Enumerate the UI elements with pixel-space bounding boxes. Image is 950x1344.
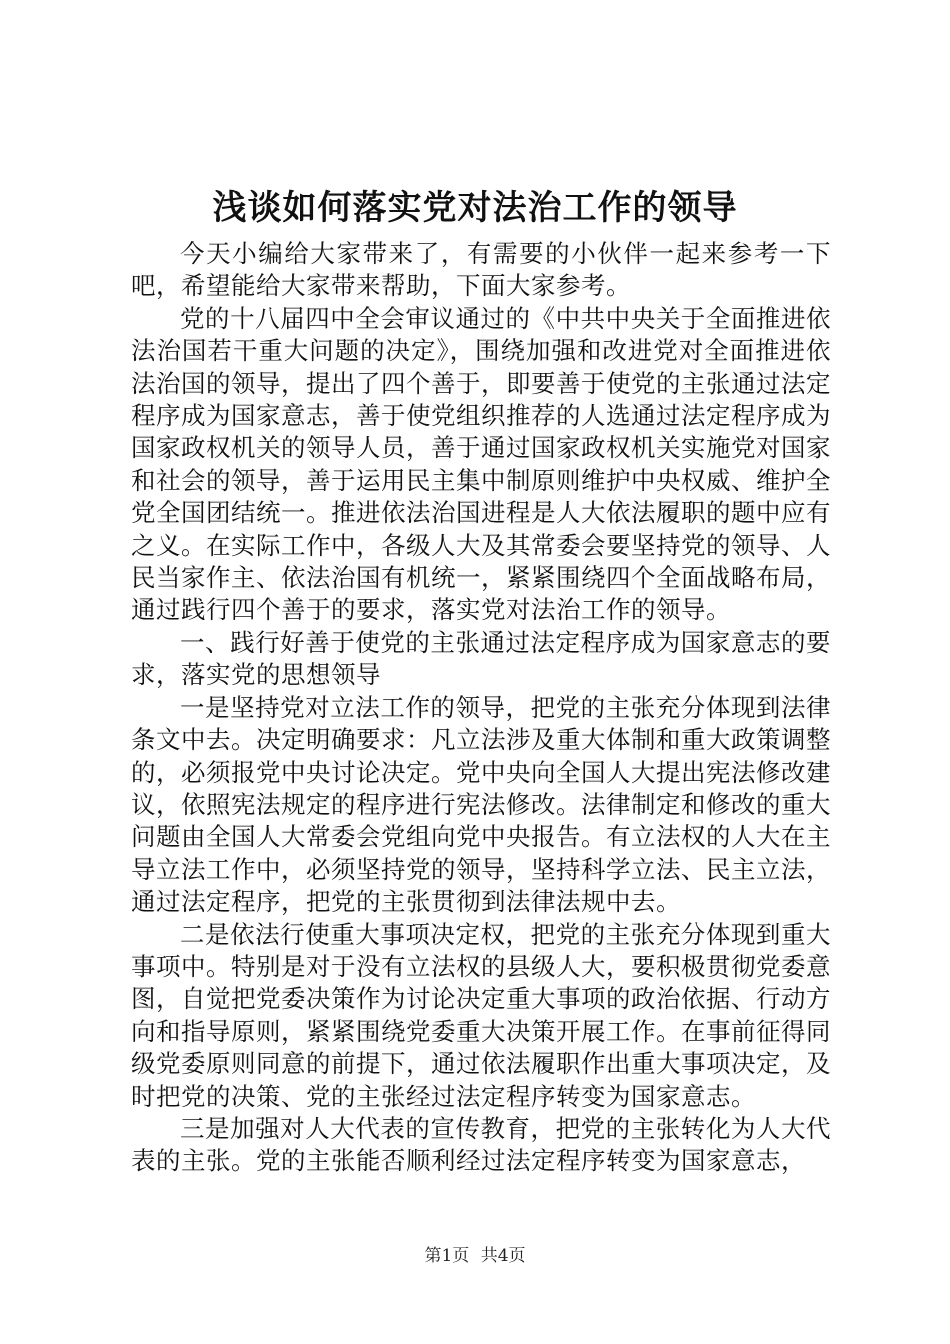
paragraph-point-2: 二是依法行使重大事项决定权，把党的主张充分体现到重大事项中。特别是对于没有立法权的县级人大，要积极贯彻党委意图，自觉把党委决策作为讨论决定重大事项的政治依据、行动方向和指导原则，紧紧围绕党委重大决策开展工作。在事前征得同级党委原则同意的前提下，通过依法履职作出重大事项决定，及时把党的决策、党的主张经过法定程序转变为国家意志。 bbox=[131, 919, 831, 1111]
page-total: 共4页 bbox=[480, 1246, 526, 1266]
paragraph-background: 党的十八届四中全会审议通过的《中共中央关于全面推进依法治国若干重大问题的决定》，围绕加强和改进党对全面推进依法治国的领导，提出了四个善于，即要善于使党的主张通过法定程序成为国家意志，善于使党组织推荐的人选通过法定程序成为国家政权机关的领导人员，善于通过国家政权机关实施党对国家和社会的领导，善于运用民主集中制原则维护中央权威、维护全党全国团结统一。推进依法治国进程是人大依法履职的题中应有之义。在实际工作中，各级人大及其常委会要坚持党的领导、人民当家作主、依法治国有机统一，紧紧围绕四个全面战略布局，通过践行四个善于的要求，落实党对法治工作的领导。 bbox=[131, 303, 831, 625]
document-title: 浅谈如何落实党对法治工作的领导 bbox=[212, 188, 738, 228]
paragraph-point-3: 三是加强对人大代表的宣传教育，把党的主张转化为人大代表的主张。党的主张能否顺利经过法定程序转变为国家意志， bbox=[131, 1113, 831, 1176]
paragraph-point-1: 一是坚持党对立法工作的领导，把党的主张充分体现到法律条文中去。决定明确要求：凡立法涉及重大体制和重大政策调整的，必须报党中央讨论决定。党中央向全国人大提出宪法修改建议，依照宪法规定的程序进行宪法修改。法律制定和修改的重大问题由全国人大常委会党组向党中央报告。有立法权的人大在主导立法工作中，必须坚持党的领导，坚持科学立法、民主立法，通过法定程序，把党的主张贯彻到法律法规中去。 bbox=[131, 692, 831, 917]
section-heading-1: 一、践行好善于使党的主张通过法定程序成为国家意志的要求，落实党的思想领导 bbox=[131, 627, 831, 690]
page-number: 第1页 bbox=[424, 1246, 470, 1266]
document-body bbox=[131, 238, 831, 1178]
paragraph-intro: 今天小编给大家带来了，有需要的小伙伴一起来参考一下吧，希望能给大家带来帮助，下面大家参考。 bbox=[131, 239, 831, 301]
page-footer bbox=[0, 1244, 950, 1268]
